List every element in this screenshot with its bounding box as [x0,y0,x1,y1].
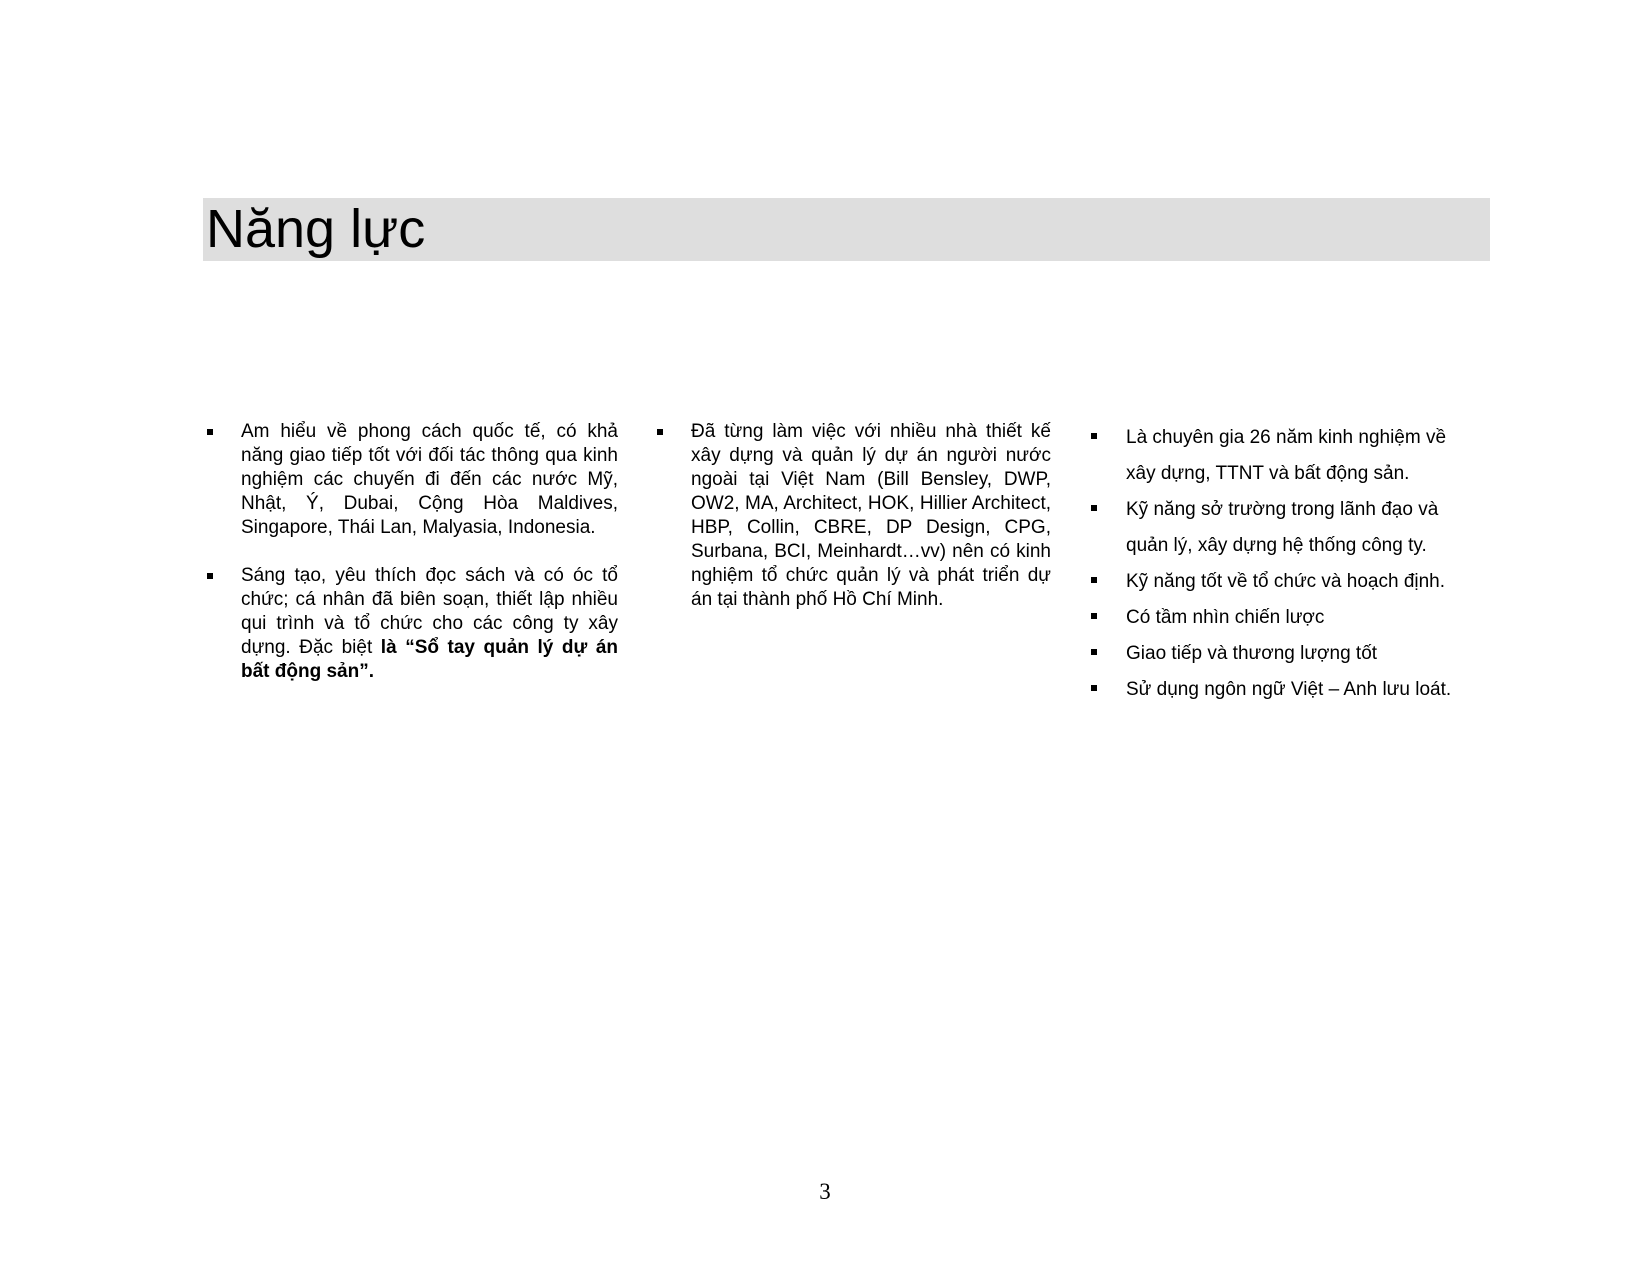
list-item-text: Sử dụng ngôn ngữ Việt – Anh lưu loát. [1126,679,1452,700]
list-item [1088,636,1508,672]
page-title: Năng lực [206,199,426,259]
list-item-text: Kỹ năng sở trường trong lãnh đạo và quản lý, xây dựng hệ thống công ty. [1126,499,1439,556]
list-item [203,564,618,684]
square-bullet-icon [1091,577,1097,583]
column-2 [653,420,1051,612]
square-bullet-icon [207,573,213,579]
list-item-text: Sáng tạo, yêu thích đọc sách và có óc tổ chức; cá nhân đã biên soạn, thiết lập nhiều qui trình và tổ chức cho các công ty xây dựng. Đặc biệt [241,565,618,658]
list-item-text: Là chuyên gia 26 năm kinh nghiệm về xây dựng, TTNT và bất động sản. [1126,427,1447,484]
list-item-text: Giao tiếp và thương lượng tốt [1126,643,1378,664]
list-item [1088,672,1508,708]
square-bullet-icon [1091,685,1097,691]
list-item [1088,600,1508,636]
square-bullet-icon [1091,433,1097,439]
list-item [653,420,1051,612]
column-1 [203,420,618,684]
list-item-text: Am hiểu về phong cách quốc tế, có khả năng giao tiếp tốt với đối tác thông qua kinh nghiệm các chuyến đi đến các nước Mỹ, Nhật, Ý, Dubai, Cộng Hòa Maldives, Singapore, Thái Lan, Malyasia, Indonesia. [241,421,618,538]
bullet-list [653,420,1051,612]
list-item-text: Đã từng làm việc với nhiều nhà thiết kế xây dựng và quản lý dự án người nước ngoài tại Việt Nam (Bill Bensley, DWP, OW2, MA, Architect, HOK, Hillier Architect, HBP, Collin, CBRE, DP Design, CPG, Surbana, BCI, Meinhardt…vv) nên có kinh nghiệm tổ chức quản lý và phát triển dự án tại thành phố Hồ Chí Minh. [691,421,1051,610]
bullet-list [203,420,618,684]
list-item [203,420,618,540]
column-3 [1088,420,1508,708]
square-bullet-icon [1091,649,1097,655]
square-bullet-icon [1091,505,1097,511]
title-banner [203,198,1490,261]
list-item-bold-text: là “Sổ tay quản lý dự án bất động sản”. [241,637,618,682]
square-bullet-icon [1091,613,1097,619]
bullet-list [1088,420,1508,708]
square-bullet-icon [207,429,213,435]
list-item [1088,420,1476,492]
list-item-text: Kỹ năng tốt về tổ chức và hoạch định. [1126,571,1446,592]
list-item-text: Có tầm nhìn chiến lược [1126,607,1325,628]
page-number: 3 [819,1179,831,1204]
list-item [1088,564,1508,600]
list-item [1088,492,1476,564]
square-bullet-icon [657,429,663,435]
